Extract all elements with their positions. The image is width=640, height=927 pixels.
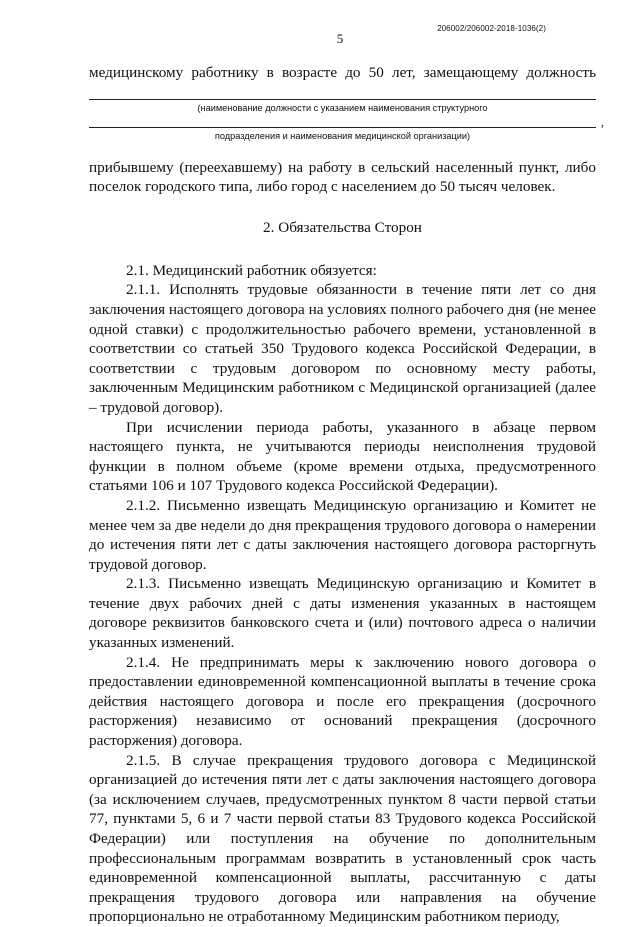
document-body [89, 63, 604, 927]
paragraph-2-1-3: 2.1.3. Письменно извещать Медицинскую организацию и Комитет в течение двух рабочих дней с даты изменения указанных в настоящем договоре реквизитов банковского счета и (или) почтового адреса о наличии указанных изменений. [89, 575, 596, 652]
paragraph-2-1-5: 2.1.5. В случае прекращения трудового договора с Медицинской организацией до истечения пяти лет с даты заключения настоящего договора (за исключением случаев, предусмотренных пунктом 8 части первой статьи 77, пунктами 5, 6 и 7 части первой статьи 83 Трудового кодекса Российской Федерации) или поступления на обучение по дополнительным профессиональным программам возвратить в установленный срок часть единовременной компенсационной выплаты, рассчитанную с даты прекращения трудового договора или направления на обучение пропорционально не отработанному Медицинским работником периоду, [89, 751, 596, 926]
blank-line-comma: , [601, 114, 604, 129]
paragraph-2-1-1: 2.1.1. Исполнять трудовые обязанности в течение пяти лет со дня заключения настоящего договора на условиях полного рабочего дня (не менее одной ставки) с продолжительностью рабочего времени, установленной в соответствии со статьей 350 Трудового кодекса Российской Федерации, в соответствии с трудовым договором по основному месту работы, заключенным Медицинским работником с Медицинской организацией (далее – трудовой договор). [89, 281, 596, 416]
position-caption: (наименование должности с указанием наименования структурного [197, 102, 488, 113]
section-heading: 2. Обязательства Сторон [263, 218, 422, 236]
blank-line-position [89, 99, 596, 100]
intro-line: медицинскому работнику в возрасте до 50 лет, замещающему должность [89, 64, 596, 81]
paragraph-2-1-4: 2.1.4. Не предпринимать меры к заключению нового договора о предоставлении единовременной компенсационной выплаты в течение срока действия настоящего договора и после его прекращения (досрочного расторжения) независимо от оснований прекращения (досрочного расторжения) договора. [89, 653, 596, 750]
paragraph-2-1: 2.1. Медицинский работник обязуется: [126, 261, 377, 279]
paragraph-2-1-1-note: При исчислении периода работы, указанного в абзаце первом настоящего пункта, не учитываются периоды неисполнения трудовой функции в полном объеме (кроме времени отдыха, предусмотренного статьями 106 и 107 Трудового кодекса Российской Федерации). [89, 418, 596, 495]
department-caption: подразделения и наименования медицинской организации) [214, 130, 471, 141]
document-id: 206002/206002-2018-1036(2) [437, 24, 546, 33]
intro-text: прибывшему (переехавшему) на работу в сельский населенный пункт, либо поселок городского типа, либо город с населением до 50 тысяч человек. [89, 158, 596, 196]
page-number: 5 [336, 31, 344, 46]
paragraph-2-1-2: 2.1.2. Письменно извещать Медицинскую организацию и Комитет не менее чем за две недели до дня прекращения трудового договора о намерении до истечения пяти лет с даты заключения настоящего договора расторгнуть трудовой договор. [89, 496, 596, 573]
blank-line-department [89, 114, 604, 129]
